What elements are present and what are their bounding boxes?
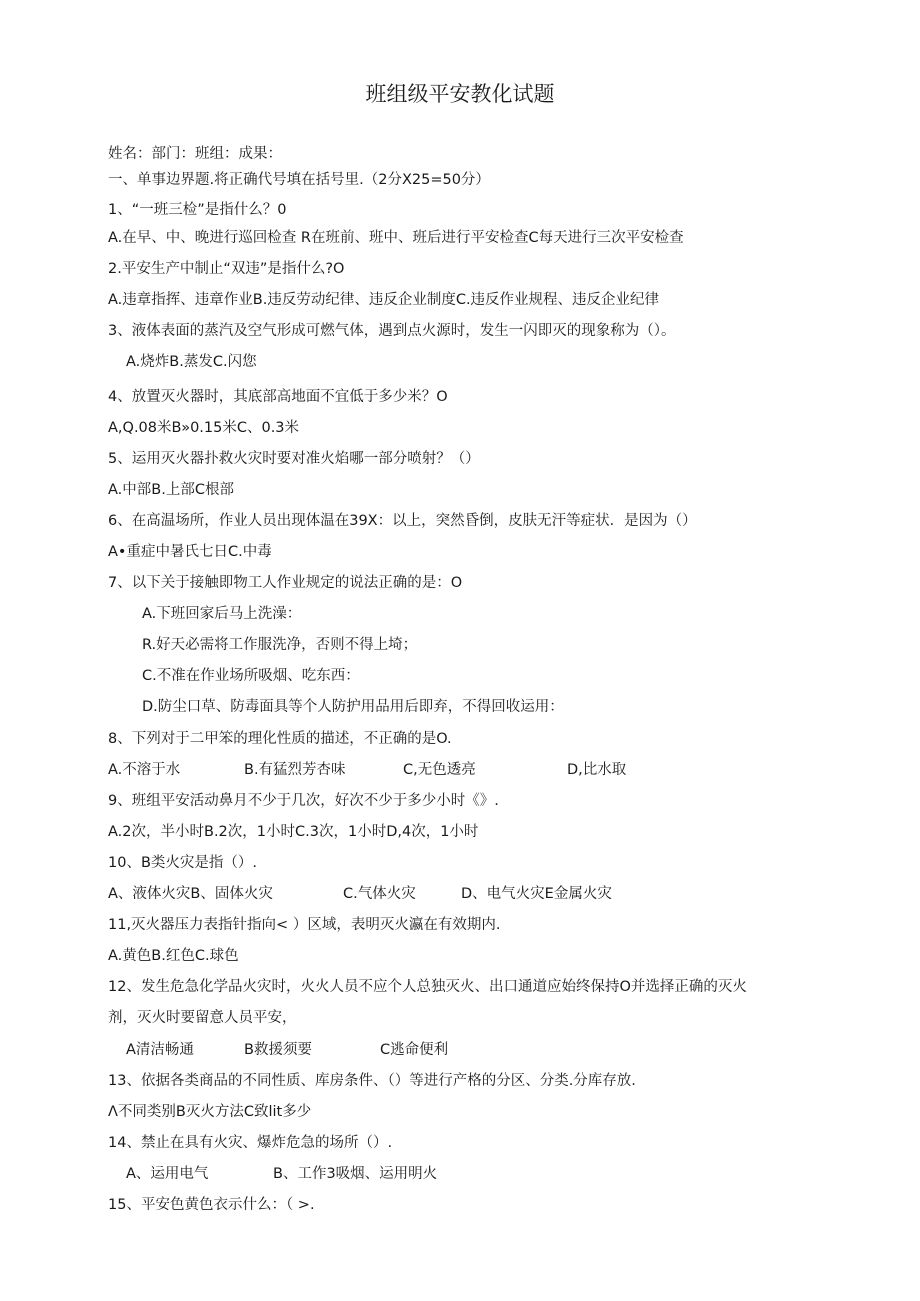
question-7: 7、以下关于接触即物工人作业规定的说法正确的是：O <box>108 575 463 591</box>
question-6: 6、在高温场所，作业人员出现体温在39X：以上，突然昏倒，皮肤无汗等症状．是因为（） <box>108 513 697 529</box>
question-3: 3、液体表面的蒸汽及空气形成可燃气体，遇到点火源时，发生一闪即灭的现象称为（）。 <box>108 323 676 339</box>
question-2-options: A.违章指挥、违章作业B.违反劳动纪律、违反企业制度C.违反作业规程、违反企业纪律 <box>108 292 660 308</box>
question-4-options: A,Q.08米B»0.15米C、0.3米 <box>108 420 300 436</box>
question-15: 15、平安色黄色衣示什么：（ >. <box>108 1197 315 1213</box>
question-12-continued: 剂，灭火时要留意人员平安， <box>108 1010 297 1026</box>
question-8-option-a: A.不溶于水 <box>108 762 181 778</box>
question-14-option-b: B、工作3吸烟、运用明火 <box>273 1166 438 1182</box>
question-3-options: A.烧炸B.蒸发C.闪您 <box>126 354 257 370</box>
question-7-option-d: D.防尘口草、防毒面具等个人防护用品用后即弃，不得回收运用： <box>142 699 564 715</box>
question-10-option-ab: A、液体火灾B、固体火灾 <box>108 886 273 902</box>
question-11: 11,灭火器压力表指针指向< ）区域，表明灭火瀛在有效期内. <box>108 917 501 933</box>
question-6-options: A•重症中暑氏七日C.中毒 <box>108 544 272 560</box>
question-7-option-c: C.不准在作业场所吸烟、吃东西： <box>142 668 360 684</box>
question-4: 4、放置灭火器时，其底部高地面不宜低于多少米？O <box>108 389 448 405</box>
student-info-line: 姓名：部门：班组：成果： <box>108 146 282 162</box>
question-7-option-a: A.下班回家后马上洗澡： <box>142 606 302 622</box>
question-12-option-c: C逃命便利 <box>380 1042 449 1058</box>
question-10-option-de: D、电气火灾E金属火灾 <box>461 886 612 902</box>
question-12-option-b: B救援须要 <box>244 1042 312 1058</box>
question-8-option-c: C,无色透亮 <box>403 762 476 778</box>
question-13: 13、依据各类商品的不同性质、库房条件、（）等进行产格的分区、分类.分库存放. <box>108 1073 636 1089</box>
question-12-option-a: A清洁畅通 <box>126 1042 194 1058</box>
question-9-options: A.2次，半小时B.2次，1小时C.3次，1小时D,4次，1小时 <box>108 824 479 840</box>
question-8: 8、下列对于二甲笨的理化性质的描述，不正确的是O. <box>108 731 452 747</box>
question-14: 14、禁止在具有火灾、爆炸危急的场所（）. <box>108 1135 393 1151</box>
question-2: 2.平安生产中制止“双违”是指什么?O <box>108 261 345 277</box>
section-heading: 一、单事边界题.将正确代号填在括号里.（2分X25=50分） <box>108 172 490 188</box>
question-10: 10、B类火灾是指（）. <box>108 855 258 871</box>
question-8-option-d: D,比水取 <box>567 762 627 778</box>
question-14-option-a: A、运用电气 <box>126 1166 209 1182</box>
question-8-option-b: B.有猛烈芳杏味 <box>244 762 346 778</box>
question-12: 12、发生危急化学品火灾时，火火人员不应个人总独灭火、出口通道应始终保持O并选择正确的灭火 <box>108 979 747 995</box>
question-11-options: A.黄色B.红色C.球色 <box>108 948 239 964</box>
page-title: 班组级平安教化试题 <box>365 82 555 106</box>
question-7-option-b: R.好天必需将工作服洗净，否则不得上埼； <box>142 637 418 653</box>
question-5: 5、运用灭火器扑救火灾时要对准火焰哪一部分喷射？（） <box>108 451 480 467</box>
question-1: 1、“一班三检”是指什么？0 <box>108 202 287 218</box>
question-13-options: Λ不同类别B灭火方法C致lit多少 <box>108 1104 312 1120</box>
question-1-options: A.在早、中、晚进行巡回检查 R在班前、班中、班后进行平安检查C每天进行三次平安检查 <box>108 230 684 246</box>
question-10-option-c: C.气体火灾 <box>343 886 416 902</box>
question-9: 9、班组平安活动鼻月不少于几次，好次不少于多少小时《》. <box>108 793 499 809</box>
question-5-options: A.中部B.上部C根部 <box>108 482 234 498</box>
